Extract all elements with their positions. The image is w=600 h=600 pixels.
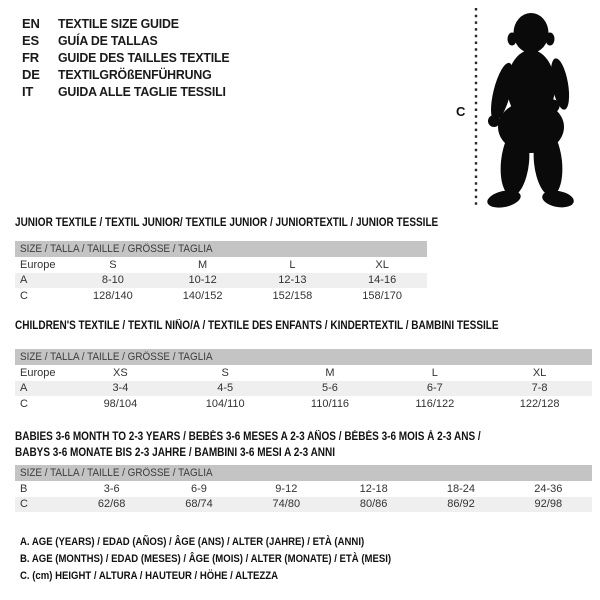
language-row — [22, 49, 238, 66]
language-code: IT — [22, 84, 34, 99]
table-cell: 3-4 — [112, 382, 129, 395]
table-rows — [15, 481, 592, 512]
table-cell: 92/98 — [534, 498, 563, 511]
table-cell: 3-6 — [103, 482, 120, 495]
row-label: C — [20, 498, 28, 511]
table-cell: 110/116 — [310, 397, 350, 410]
table-row — [15, 257, 427, 273]
language-title: GUÍA DE TALLAS — [58, 33, 158, 48]
table-rows — [15, 257, 427, 304]
row-label: A — [20, 274, 28, 287]
row-label: Europe — [20, 366, 56, 379]
language-code: EN — [22, 16, 40, 31]
table-cell: 12-18 — [359, 482, 388, 495]
language-header-block — [22, 15, 238, 100]
table-body — [15, 241, 427, 304]
table-row — [15, 365, 592, 381]
table-cell: XL — [532, 366, 547, 379]
table-cell: 122/128 — [519, 397, 560, 410]
row-label: Europe — [20, 258, 56, 271]
table-cell: L — [431, 366, 438, 379]
table-cell: 6-9 — [191, 482, 207, 495]
table-title-line: JUNIOR TEXTILE / TEXTIL JUNIOR/ TEXTILE JUNIOR / JUNIORTEXTIL / JUNIOR TESSILE — [15, 217, 439, 229]
size-table-babies — [15, 429, 592, 512]
table-cell: 14-16 — [368, 274, 397, 287]
table-title-line: CHILDREN'S TEXTILE / TEXTIL NIÑO/A / TEXTILE DES ENFANTS / KINDERTEXTIL / BAMBINI TESSILE — [15, 320, 499, 332]
table-cell: 18-24 — [446, 482, 476, 495]
language-code: FR — [22, 50, 39, 65]
language-row — [22, 83, 238, 100]
size-table-header: SIZE / TALLA / TAILLE / GRÖSSE / TAGLIA — [15, 241, 427, 257]
language-code: ES — [22, 33, 39, 48]
baby-head — [514, 13, 549, 53]
table-cell: 152/158 — [272, 289, 313, 302]
table-cell: M — [325, 366, 335, 379]
table-cell: 6-7 — [426, 382, 443, 395]
table-cell: 158/170 — [362, 289, 402, 302]
table-row — [15, 497, 592, 513]
table-cell: S — [221, 366, 229, 379]
language-code: DE — [22, 67, 40, 82]
table-cell: M — [198, 258, 208, 271]
table-row — [15, 481, 592, 497]
table-cell: 9-12 — [275, 482, 298, 495]
size-table-junior — [15, 217, 501, 304]
table-cell: 128/140 — [92, 289, 133, 302]
size-table-header: SIZE / TALLA / TAILLE / GRÖSSE / TAGLIA — [15, 465, 592, 481]
table-cell: 24-36 — [534, 482, 563, 495]
table-cell: 4-5 — [217, 382, 234, 395]
table-cell: XL — [375, 258, 389, 271]
language-title: TEXTILE SIZE GUIDE — [58, 16, 179, 31]
table-cell: 68/74 — [185, 498, 213, 511]
size-table-header: SIZE / TALLA / TAILLE / GRÖSSE / TAGLIA — [15, 349, 592, 365]
table-title — [15, 320, 517, 333]
height-measure-label: C — [456, 104, 466, 119]
row-label: C — [20, 289, 28, 302]
table-cell: 74/80 — [272, 498, 301, 511]
row-label: A — [20, 382, 28, 395]
legend-line-b: B. AGE (MONTHS) / EDAD (MESES) / ÂGE (MOIS) / ALTER (MONATE) / ETÀ (MESI) — [20, 553, 392, 565]
table-title-line: BABIES 3-6 MONTH TO 2-3 YEARS / BEBÉS 3-6 MESES A 2-3 AÑOS / BÉBÉS 3-6 MOIS À 2-3 ANS / — [15, 431, 481, 443]
language-title: GUIDE DES TAILLES TEXTILE — [58, 50, 230, 65]
language-row — [22, 66, 238, 83]
table-cell: L — [289, 258, 296, 271]
legend-line-c: C. (cm) HEIGHT / ALTURA / HAUTEUR / HÖHE / ALTEZZA — [20, 570, 279, 582]
row-label: C — [20, 397, 28, 410]
table-title — [15, 217, 438, 230]
table-cell: 140/152 — [182, 289, 223, 302]
table-row — [15, 381, 592, 397]
table-body — [15, 349, 592, 412]
size-table-children — [15, 320, 592, 412]
table-cell: S — [109, 258, 117, 271]
table-cell: 98/104 — [103, 397, 138, 410]
table-title-line: BABYS 3-6 MONATE BIS 2-3 JAHRE / BAMBINI 3-6 MESI A 2-3 ANNI — [15, 447, 336, 459]
table-cell: 86/92 — [447, 498, 475, 511]
language-title: TEXTILGRÖßENFÜHRUNG — [58, 67, 212, 82]
table-body — [15, 465, 592, 512]
language-row — [22, 15, 238, 32]
table-cell: XS — [113, 366, 128, 379]
table-cell: 8-10 — [101, 274, 124, 287]
table-title — [15, 429, 517, 461]
table-cell: 12-13 — [278, 274, 307, 287]
table-row — [15, 288, 427, 304]
table-cell: 62/68 — [97, 498, 126, 511]
language-title: GUIDA ALLE TAGLIE TESSILI — [58, 84, 226, 99]
table-cell: 104/110 — [205, 397, 245, 410]
table-cell: 5-6 — [322, 382, 338, 395]
table-cell: 7-8 — [531, 382, 548, 395]
table-cell: 116/122 — [415, 397, 455, 410]
table-rows — [15, 365, 592, 412]
table-cell: 10-12 — [188, 274, 217, 287]
language-row — [22, 32, 238, 49]
row-label: B — [20, 482, 28, 495]
table-row — [15, 396, 592, 412]
legend-line-a: A. AGE (YEARS) / EDAD (AÑOS) / ÂGE (ANS) / ALTER (JAHRE) / ETÀ (ANNI) — [20, 536, 365, 548]
table-cell: 80/86 — [359, 498, 388, 511]
legend-block — [20, 534, 447, 585]
table-row — [15, 273, 427, 289]
